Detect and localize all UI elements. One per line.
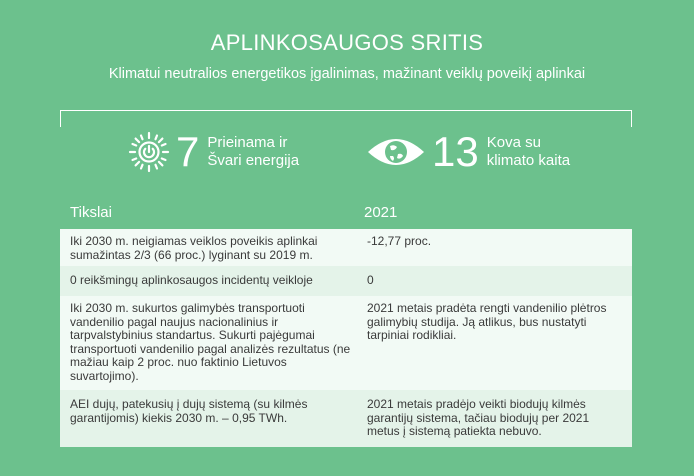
value-cell: 2021 metais pradėta rengti vandenilio plėtros galimybių studija. Ją atlikus, bus nustatyti tarpiniai rodikliai. bbox=[367, 301, 607, 342]
goal-label: Prieinama ir Švari energija bbox=[207, 134, 300, 169]
page-title: APLINKOSAUGOS SRITIS bbox=[210, 30, 484, 55]
goal-cell: AEI dujų, patekusių į dujų sistemą (su kilmės garantijomis) kiekis 2030 m. – 0,95 TWh. bbox=[70, 397, 308, 425]
value-cell: -12,77 proc. bbox=[367, 234, 432, 248]
table-row bbox=[60, 229, 632, 266]
sdg-goal-13 bbox=[366, 130, 570, 174]
value-cell: 2021 metais pradėjo veikti biodujų kilmės garantijų sistema, tačiau biodujų per 2021 metus į sistemą patiekta nebuvo. bbox=[367, 397, 590, 438]
sdg-goal-7 bbox=[128, 130, 299, 174]
goal-cell: Iki 2030 m. sukurtos galimybės transportuoti vandenilio pagal naujus nacionalinius ir tarpvalstybinius standartus. Sukurti pajėgumai transportuoti vandenilio pagal analizės rezultatus (ne mažiau kaip 2 proc. nuo faktinio Lietuvos suvartojimo). bbox=[70, 301, 351, 383]
goals-table bbox=[60, 197, 632, 447]
table-row bbox=[60, 296, 632, 390]
eye-globe-icon bbox=[366, 134, 426, 170]
table-row bbox=[60, 266, 632, 296]
sun-power-icon bbox=[128, 131, 170, 173]
goal-number: 7 bbox=[176, 128, 200, 175]
table-header bbox=[60, 197, 632, 229]
table-row bbox=[60, 390, 632, 447]
goal-number: 13 bbox=[432, 128, 479, 175]
value-cell: 0 bbox=[367, 273, 374, 287]
goal-cell: Iki 2030 m. neigiamas veiklos poveikis aplinkai sumažintas 2/3 (66 proc.) lyginant su 2019 m. bbox=[70, 234, 318, 262]
page-subtitle: Klimatui neutralios energetikos įgalinimas, mažinant veiklų poveikį aplinkai bbox=[108, 66, 586, 82]
goal-cell: 0 reikšmingų aplinkosaugos incidentų veikloje bbox=[70, 273, 313, 287]
goal-label: Kova su klimato kaita bbox=[486, 134, 571, 169]
section-bracket bbox=[60, 110, 632, 127]
column-header-goals: Tikslai bbox=[70, 204, 112, 222]
column-header-year: 2021 bbox=[364, 204, 398, 222]
